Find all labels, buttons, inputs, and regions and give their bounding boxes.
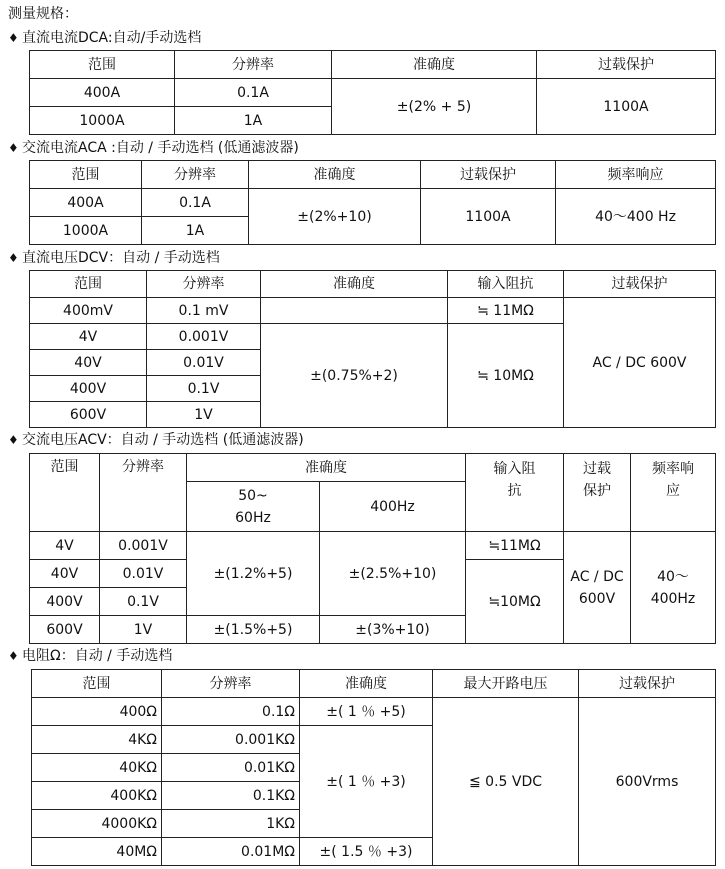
ohm-range: 40KΩ [32, 754, 162, 782]
acv-header-frequency: 频率响应 [631, 454, 716, 532]
acv-overload: AC / DC 600V [564, 532, 631, 644]
dcv-range: 400mV [30, 298, 147, 324]
dcv-table [29, 270, 716, 428]
ohm-header-overload: 过载保护 [579, 670, 716, 698]
ohm-header-range: 范围 [32, 670, 162, 698]
aca-range: 1000A [30, 217, 142, 245]
ohm-range: 4KΩ [32, 726, 162, 754]
dca-resolution: 0.1A [175, 79, 332, 107]
ohm-accuracy-mid: ±( 1 ％ +3) [300, 726, 433, 838]
aca-header-accuracy: 准确度 [249, 161, 421, 189]
acv-range: 400V [30, 588, 100, 616]
dcv-header-range: 范围 [30, 271, 147, 298]
ohm-range: 400KΩ [32, 782, 162, 810]
aca-table [29, 160, 716, 245]
dcv-header-accuracy: 准确度 [261, 271, 448, 298]
aca-header-frequency: 频率响应 [556, 161, 716, 189]
dca-header-range: 范围 [30, 51, 175, 79]
acv-accuracy-50-60hz: ±(1.2%+5) [187, 532, 320, 616]
aca-heading [8, 138, 299, 158]
dcv-range: 400V [30, 376, 147, 402]
bullet-icon: ♦ [8, 141, 19, 155]
dca-table [29, 50, 716, 135]
dcv-range: 600V [30, 402, 147, 428]
dcv-resolution: 0.01V [147, 350, 261, 376]
acv-header-resolution: 分辨率 [100, 454, 187, 532]
dcv-resolution: 0.001V [147, 324, 261, 350]
dcv-impedance-mv: ≒ 11MΩ [448, 298, 564, 324]
aca-header-resolution: 分辨率 [142, 161, 249, 189]
ohm-resolution: 1KΩ [162, 810, 300, 838]
ohm-header-open-voltage: 最大开路电压 [433, 670, 579, 698]
acv-heading [8, 430, 304, 450]
aca-frequency: 40～400 Hz [556, 189, 716, 245]
ohm-table [31, 669, 716, 866]
ohm-open-voltage: ≦ 0.5 VDC [433, 698, 579, 866]
ohm-resolution: 0.1KΩ [162, 782, 300, 810]
acv-impedance: ≒10MΩ [466, 560, 564, 644]
ohm-resolution: 0.01KΩ [162, 754, 300, 782]
bullet-icon: ♦ [8, 649, 19, 663]
acv-heading-text: 交流电压ACV：自动 / 手动选档 (低通滤波器) [22, 432, 304, 448]
dca-header-accuracy: 准确度 [332, 51, 537, 79]
dca-range: 400A [30, 79, 175, 107]
ohm-range: 400Ω [32, 698, 162, 726]
dca-heading [8, 28, 201, 48]
aca-heading-text: 交流电流ACA :自动 / 手动选档 (低通滤波器) [22, 140, 299, 156]
ohm-resolution: 0.1Ω [162, 698, 300, 726]
dca-resolution: 1A [175, 107, 332, 135]
acv-header-range: 范围 [30, 454, 100, 532]
dca-overload: 1100A [537, 79, 716, 135]
ohm-heading [8, 646, 172, 666]
ohm-resolution: 0.001KΩ [162, 726, 300, 754]
dcv-resolution: 0.1V [147, 376, 261, 402]
page-title: 测量规格： [8, 6, 78, 22]
aca-header-range: 范围 [30, 161, 142, 189]
acv-range: 40V [30, 560, 100, 588]
aca-overload: 1100A [421, 189, 556, 245]
dcv-range: 4V [30, 324, 147, 350]
dcv-header-resolution: 分辨率 [147, 271, 261, 298]
dcv-accuracy: ±(0.75%+2) [261, 324, 448, 428]
dcv-impedance: ≒ 10MΩ [448, 324, 564, 428]
ohm-accuracy-400: ±( 1 ％ +5) [300, 698, 433, 726]
bullet-icon: ♦ [8, 251, 19, 265]
ohm-resolution: 0.01MΩ [162, 838, 300, 866]
acv-resolution: 0.01V [100, 560, 187, 588]
acv-resolution: 0.1V [100, 588, 187, 616]
acv-subheader-400hz: 400Hz [320, 482, 466, 532]
acv-header-accuracy: 准确度 [187, 454, 466, 482]
dca-header-resolution: 分辨率 [175, 51, 332, 79]
dca-header-overload: 过载保护 [537, 51, 716, 79]
dcv-header-overload: 过载保护 [564, 271, 716, 298]
ohm-header-accuracy: 准确度 [300, 670, 433, 698]
dcv-heading-text: 直流电压DCV：自动 / 手动选档 [22, 250, 220, 266]
dcv-header-impedance: 输入阻抗 [448, 271, 564, 298]
acv-range: 4V [30, 532, 100, 560]
dcv-resolution: 1V [147, 402, 261, 428]
acv-resolution: 1V [100, 616, 187, 644]
bullet-icon: ♦ [8, 433, 19, 447]
ohm-overload: 600Vrms [579, 698, 716, 866]
bullet-icon: ♦ [8, 31, 19, 45]
dcv-accuracy-mv [261, 298, 448, 324]
dcv-overload: AC / DC 600V [564, 298, 716, 428]
acv-subheader-50-60hz: 50~ 60Hz [187, 482, 320, 532]
acv-accuracy-400hz: ±(2.5%+10) [320, 532, 466, 616]
acv-header-overload: 过载保护 [564, 454, 631, 532]
dca-range: 1000A [30, 107, 175, 135]
acv-header-impedance: 输入阻抗 [466, 454, 564, 532]
dca-accuracy: ±(2% + 5) [332, 79, 537, 135]
acv-accuracy-600v-400hz: ±(3%+10) [320, 616, 466, 644]
acv-table [29, 453, 716, 644]
acv-accuracy-600v-50-60hz: ±(1.5%+5) [187, 616, 320, 644]
acv-range: 600V [30, 616, 100, 644]
dca-heading-text: 直流电流DCA:自动/手动选档 [22, 30, 202, 46]
ohm-header-resolution: 分辨率 [162, 670, 300, 698]
acv-resolution: 0.001V [100, 532, 187, 560]
ohm-range: 40MΩ [32, 838, 162, 866]
dcv-resolution: 0.1 mV [147, 298, 261, 324]
ohm-range: 4000KΩ [32, 810, 162, 838]
aca-resolution: 1A [142, 217, 249, 245]
ohm-accuracy-40m: ±( 1.5 ％ +3) [300, 838, 433, 866]
acv-frequency: 40～ 400Hz [631, 532, 716, 644]
ohm-heading-text: 电阻Ω：自动 / 手动选档 [22, 648, 173, 664]
aca-accuracy: ±(2%+10) [249, 189, 421, 245]
aca-resolution: 0.1A [142, 189, 249, 217]
dcv-heading [8, 248, 220, 268]
aca-range: 400A [30, 189, 142, 217]
dcv-range: 40V [30, 350, 147, 376]
acv-impedance-4v: ≒11MΩ [466, 532, 564, 560]
aca-header-overload: 过载保护 [421, 161, 556, 189]
